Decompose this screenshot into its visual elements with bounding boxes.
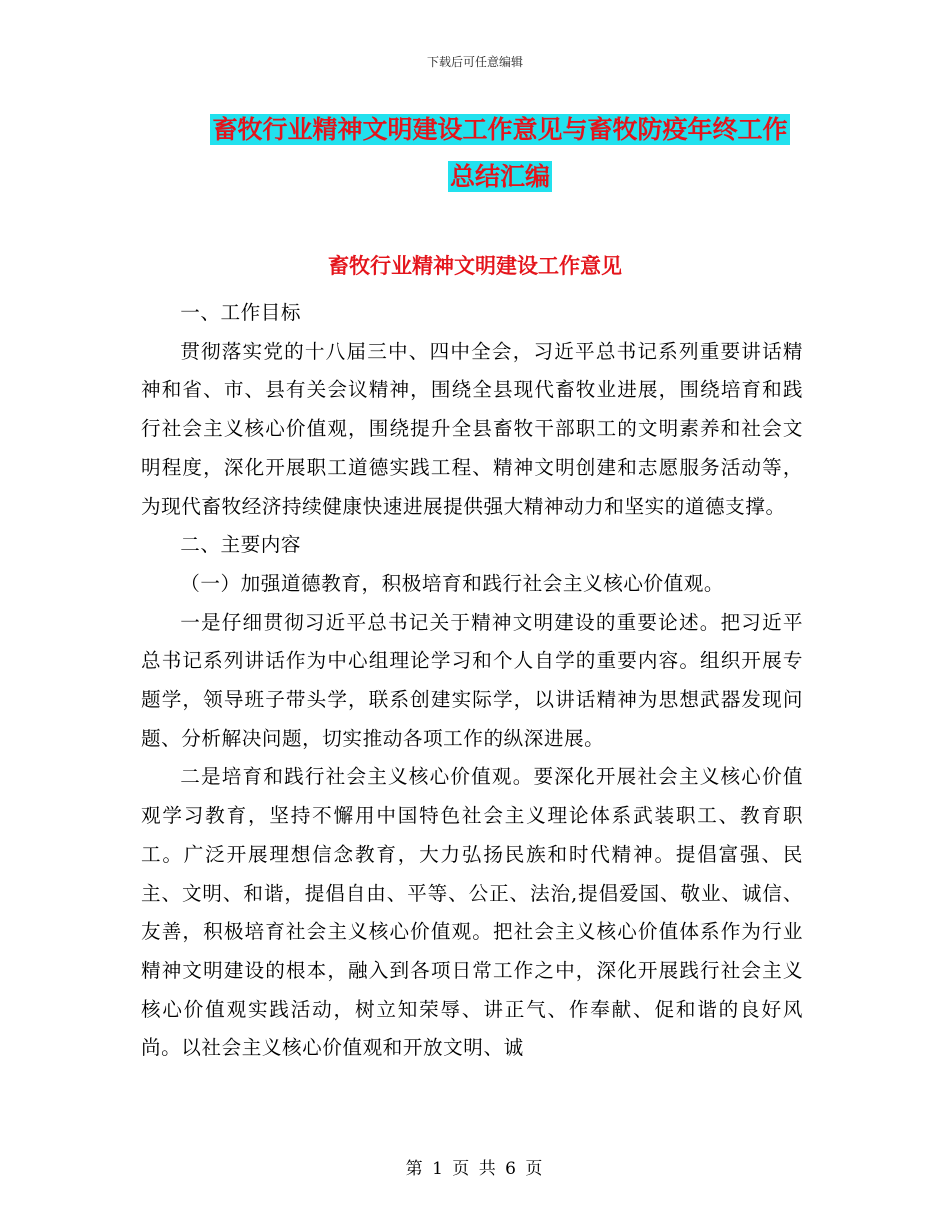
page-footer xyxy=(0,1154,950,1179)
footer-page-number: 1 xyxy=(432,1159,445,1179)
footer-prefix: 第 xyxy=(405,1159,425,1179)
paragraph-heading-content: 二、主要内容 xyxy=(180,533,302,557)
document-title xyxy=(195,106,805,200)
paragraph: 一是仔细贯彻习近平总书记关于精神文明建设的重要论述。把习近平总书记系列讲话作为中心组理论学习和个人自学的重要内容。组织开展专题学，领导班子带头学，联系创建实际学，以讲话精神为思想武器发现问题、分析解决问题，切实推动各项工作的纵深进展。 xyxy=(141,610,803,750)
section-title: 畜牧行业精神文明建设工作意见 xyxy=(328,254,622,278)
document-title-line-1: 畜牧行业精神文明建设工作意见与畜牧防疫年终工作 xyxy=(212,115,788,144)
footer-suffix: 页 xyxy=(525,1159,545,1179)
document-title-line-2: 总结汇编 xyxy=(449,162,550,191)
body-text xyxy=(141,294,803,1068)
paragraph-subheading: （一）加强道德教育，积极培育和践行社会主义核心价值观。 xyxy=(180,571,725,595)
footer-total-pages: 6 xyxy=(505,1159,518,1179)
paragraph-heading-goals: 一、工作目标 xyxy=(180,301,302,324)
paragraph: 贯彻落实党的十八届三中、四中全会，习近平总书记系列重要讲话精神和省、市、县有关会议精神，围绕全县现代畜牧业进展，围绕培育和践行社会主义核心价值观，围绕提升全县畜牧干部职工的文明素养和社会文明程度，深化开展职工道德实践工程、精神文明创建和志愿服务活动等，为现代畜牧经济持续健康快速进展提供强大精神动力和坚实的道德支撑。 xyxy=(141,339,803,518)
footer-middle: 页 共 xyxy=(452,1159,498,1179)
header-note: 下载后可任意编辑 xyxy=(426,55,523,69)
paragraph: 二是培育和践行社会主义核心价值观。要深化开展社会主义核心价值观学习教育，坚持不懈用中国特色社会主义理论体系武装职工、教育职工。广泛开展理想信念教育，大力弘扬民族和时代精神。提倡富强、民主、文明、和谐，提倡自由、平等、公正、法治,提倡爱国、敬业、诚信、友善，积极培育社会主义核心价值观。把社会主义核心价值体系作为行业精神文明建设的根本，融入到各项日常工作之中，深化开展践行社会主义核心价值观实践活动，树立知荣辱、讲正气、作奉献、促和谐的良好风尚。以社会主义核心价值观和开放文明、诚 xyxy=(141,765,803,1060)
